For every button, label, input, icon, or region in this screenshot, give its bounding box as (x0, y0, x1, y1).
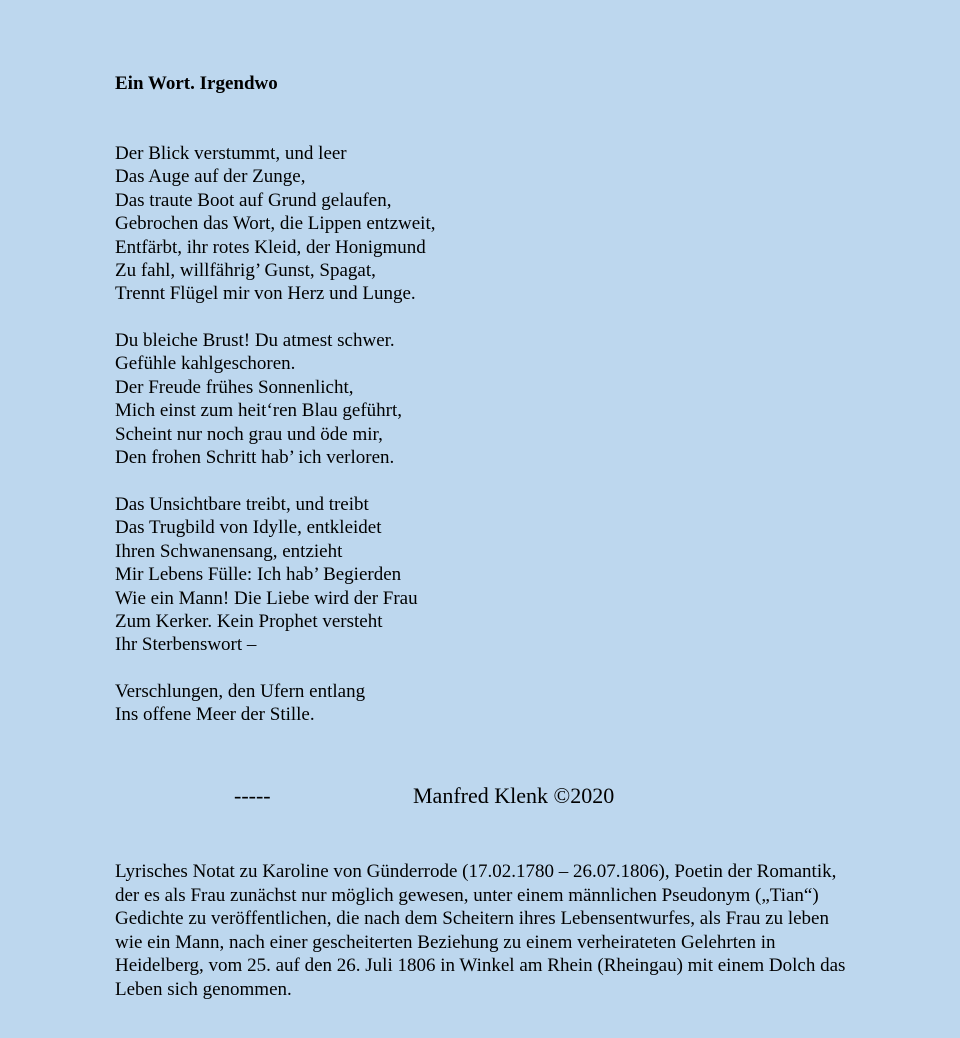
poem-line: Ihr Sterbenswort – (115, 634, 257, 656)
note-line: Leben sich genommen. (115, 978, 292, 1000)
poem-line: Du bleiche Brust! Du atmest schwer. (115, 330, 395, 351)
poem-line: Den frohen Schritt hab’ ich verloren. (115, 447, 395, 469)
poem-line: Ins offene Meer der Stille. (115, 704, 315, 726)
poem-line: Ihren Schwanensang, entzieht (115, 540, 343, 562)
poem-stanza-3 (115, 493, 418, 657)
note-line: wie ein Mann, nach einer gescheiterten Beziehung zu einem verheirateten Gelehrten in (115, 931, 776, 953)
poem-line: Zu fahl, willfährig’ Gunst, Spagat, (115, 260, 376, 282)
poem-line: Scheint nur noch grau und öde mir, (115, 423, 383, 445)
poem-line: Das Unsichtbare treibt, und treibt (115, 494, 369, 515)
poem-line: Das Trugbild von Idylle, entkleidet (115, 517, 382, 539)
note-line: Gedichte zu veröffentlichen, die nach dem Scheitern ihres Lebensentwurfes, als Frau zu leben (115, 908, 829, 929)
poem-stanza-2 (115, 329, 402, 469)
note-line: Heidelberg, vom 25. auf den 26. Juli 1806 in Winkel am Rhein (Rheingau) mit einem Dolch das (115, 955, 846, 976)
poem-line: Entfärbt, ihr rotes Kleid, der Honigmund (115, 236, 426, 258)
poem-line: Zum Kerker. Kein Prophet versteht (115, 611, 383, 633)
poem-line: Gebrochen das Wort, die Lippen entzweit, (115, 213, 436, 235)
poem-line: Das traute Boot auf Grund gelaufen, (115, 189, 392, 211)
annotation-note (115, 860, 915, 1001)
poem-stanza-1 (115, 142, 436, 306)
author-signature: Manfred Klenk ©2020 (413, 783, 615, 808)
poem-line: Der Blick verstummt, und leer (115, 143, 347, 164)
poem-line: Der Freude frühes Sonnenlicht, (115, 376, 354, 398)
poem-line: Wie ein Mann! Die Liebe wird der Frau (115, 587, 418, 609)
poem-line: Gefühle kahlgeschoren. (115, 353, 296, 375)
note-line: der es als Frau zunächst nur möglich gewesen, unter einem männlichen Pseudonym („Tian“) (115, 884, 819, 906)
poem-line: Das Auge auf der Zunge, (115, 166, 306, 188)
separator-dashes: ----- (234, 783, 271, 808)
note-line: Lyrisches Notat zu Karoline von Günderrode (17.02.1780 – 26.07.1806), Poetin der Romantik, (115, 861, 837, 882)
poem-line: Mich einst zum heit‘ren Blau geführt, (115, 400, 403, 422)
poem-line: Mir Lebens Fülle: Ich hab’ Begierden (115, 564, 402, 586)
poem-title: Ein Wort. Irgendwo (115, 73, 278, 94)
poem-line: Verschlungen, den Ufern entlang (115, 681, 366, 702)
poem-line: Trennt Flügel mir von Herz und Lunge. (115, 283, 416, 305)
poem-stanza-4 (115, 680, 365, 727)
